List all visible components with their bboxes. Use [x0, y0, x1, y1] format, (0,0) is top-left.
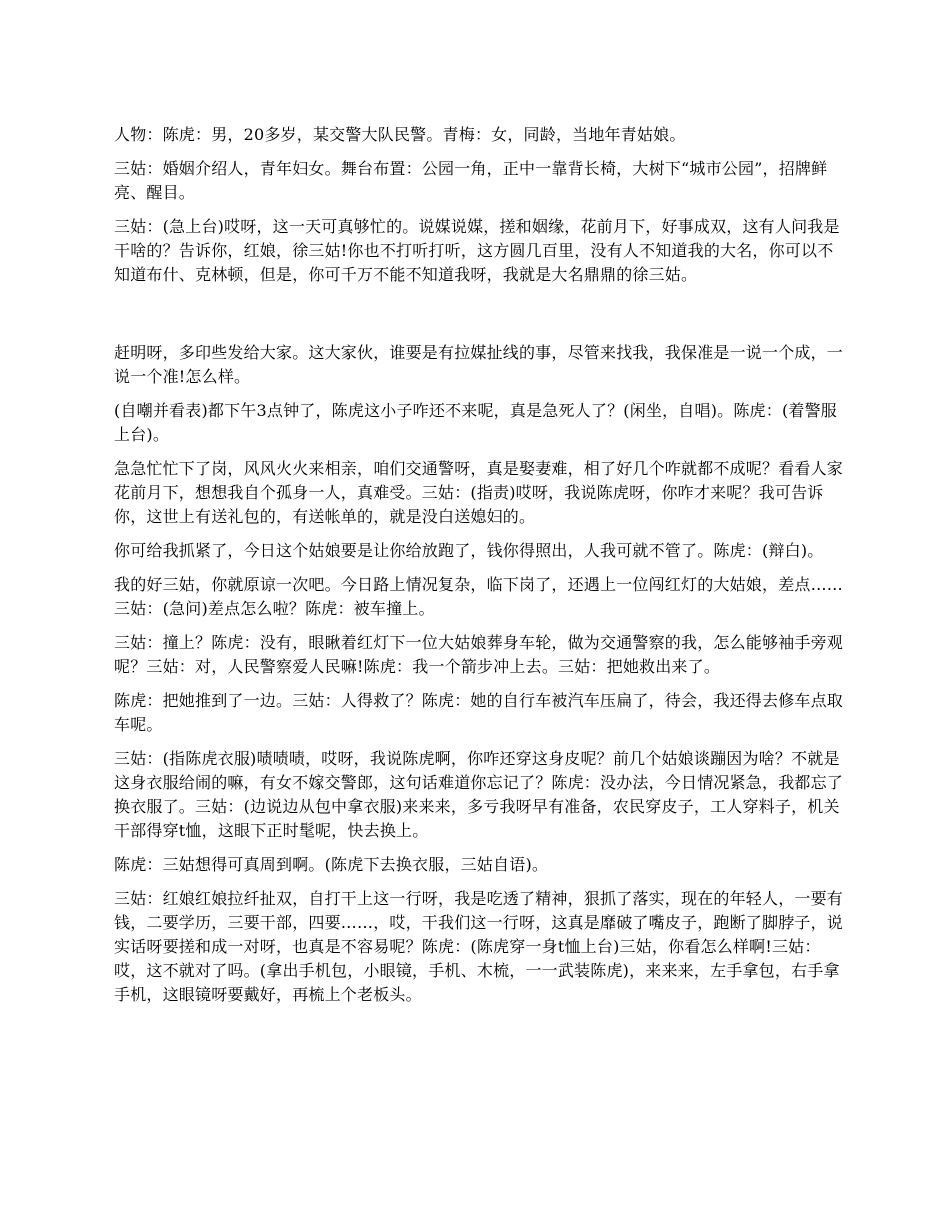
paragraph-business-cards: 赶明呀，多印些发给大家。这大家伙，谁要是有拉媒扯线的事，尽管来找我，我保准是一说一个成，一说一个准!怎么样。 [114, 343, 844, 386]
paragraph-bicycle: 陈虎：把她推到了一边。三姑：人得救了？陈虎：她的自行车被汽车压扁了，待会，我还得去修车点取车呢。 [114, 691, 844, 734]
paragraph-chenhu-song: 急急忙忙下了岗，风风火火来相亲，咱们交通警呀，真是娶妻难，相了好几个咋就都不成呢？看看人家花前月下，想想我自个孤身一人，真难受。三姑：(指责)哎呀，我说陈虎呀，你咋才来呢？我可告诉你，这世上有送礼包的，有送帐单的，就是没白送媳妇的。 [114, 459, 844, 526]
paragraph-change-clothes: 陈虎：三姑想得可真周到啊。(陈虎下去换衣服，三姑自语)。 [114, 855, 549, 874]
paragraph-rescue: 三姑：撞上？陈虎：没有，眼瞅着红灯下一位大姑娘葬身车轮，做为交通警察的我，怎么能够袖手旁观呢？三姑：对，人民警察爱人民嘛!陈虎：我一个箭步冲上去。三姑：把她救出来了。 [114, 633, 844, 676]
paragraph-setting: 三姑：婚姻介绍人，青年妇女。舞台布置：公园一角，正中一靠背长椅，大树下“城市公园”，招牌鲜亮、醒目。 [114, 159, 828, 202]
document-page [114, 123, 844, 1017]
paragraph-warning: 你可给我抓紧了，今日这个姑娘要是让你给放跑了，钱你得照出，人我可就不管了。陈虎：(辩白)。 [114, 541, 824, 560]
paragraph-matchmaker-monologue: 三姑：红娘红娘拉纤扯双，自打干上这一行呀，我是吃透了精神，狠抓了落实，现在的年轻人，一要有钱，二要学历，三要干部，四要……，哎，干我们这一行呀，这真是靡破了嘴皮子，跑断了脚脖子，说实话呀要搓和成一对呀，也真是不容易呢？陈虎：(陈虎穿一身t恤上台)三姑，你看怎么样啊!三姑：哎，这不就对了吗。(拿出手机包，小眼镜，手机、木梳，一一武装陈虎)，来来来，左手拿包，右手拿手机，这眼镜呀要戴好，再梳上个老板头。 [114, 889, 844, 1004]
paragraph-characters: 人物：陈虎：男，20多岁，某交警大队民警。青梅：女，同龄，当地年青姑娘。 [114, 125, 686, 144]
paragraph-uniform: 三姑：(指陈虎衣服)啧啧啧，哎呀，我说陈虎啊，你咋还穿这身皮呢？前几个姑娘谈蹦因为啥？不就是这身衣服给闹的嘛，有女不嫁交警郎，这句话难道你忘记了？陈虎：没办法，今日情况紧急，我都忘了换衣服了。三姑：(边说边从包中拿衣服)来来来，多亏我呀早有准备，农民穿皮子，工人穿料子，机关干部得穿t恤，这眼下正时髦呢，快去换上。 [114, 749, 844, 840]
paragraph-waiting: (自嘲并看表)都下午3点钟了，陈虎这小子咋还不来呢，真是急死人了？(闲坐，自唱)。陈虎：(着警服上台)。 [114, 401, 837, 444]
paragraph-excuse: 我的好三姑，你就原谅一次吧。今日路上情况复杂，临下岗了，还遇上一位闯红灯的大姑娘，差点……三姑：(急问)差点怎么啦？陈虎：被车撞上。 [114, 575, 844, 618]
paragraph-gap [114, 297, 844, 341]
paragraph-sangu-intro: 三姑：(急上台)哎呀，这一天可真够忙的。说媒说媒，搓和姻缘，花前月下，好事成双，这有人问我是干啥的？告诉你，红娘，徐三姑!你也不打听打听，这方圆几百里，没有人不知道我的大名，你可以不知道布什、克林顿，但是，你可千万不能不知道我呀，我就是大名鼎鼎的徐三姑。 [114, 217, 840, 284]
